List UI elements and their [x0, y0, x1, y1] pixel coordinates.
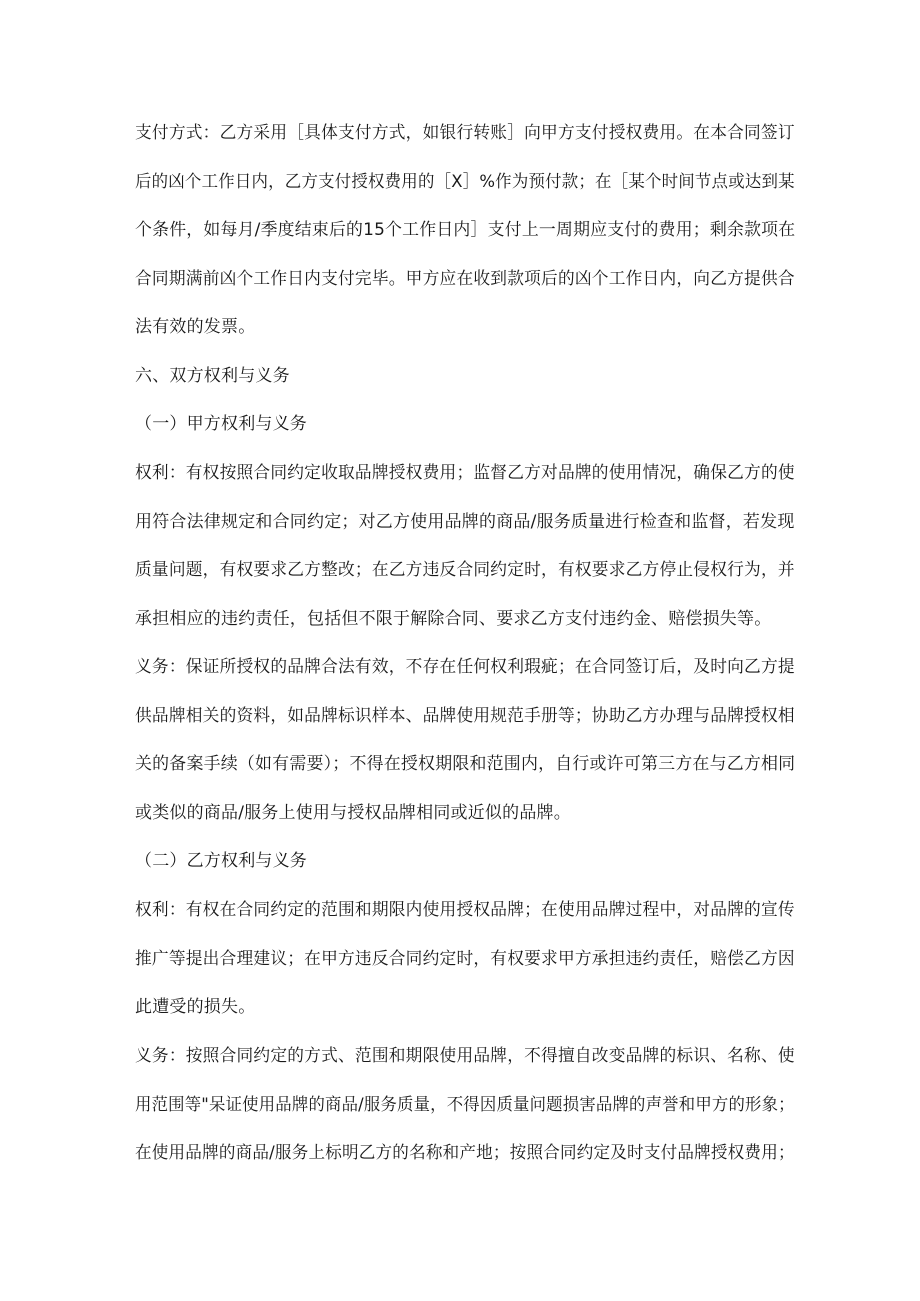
text-line: 此遭受的损失。 [135, 997, 256, 1017]
party-a-duties-paragraph [135, 643, 795, 837]
text-line: 支付方式：乙方采用［具体支付方式，如银行转账］向甲方支付授权费用。在本合同签订 [135, 123, 795, 143]
party-b-heading: （二）乙方权利与义务 [135, 851, 307, 871]
party-a-heading: （一）甲方权利与义务 [135, 414, 307, 434]
text-line: 义务：保证所授权的品牌合法有效，不存在任何权利瑕疵；在合同签订后，及时向乙方提 [135, 657, 795, 677]
text-line: 关的备案手续（如有需要）；不得在授权期限和范围内，自行或许可第三方在与乙方相同 [135, 754, 796, 774]
text-line: 质量问题，有权要求乙方整改；在乙方违反合同约定时，有权要求乙方停止侵权行为，并 [135, 560, 795, 580]
text-line: 义务：按照合同约定的方式、范围和期限使用品牌，不得擅自改变品牌的标识、名称、使 [135, 1046, 795, 1066]
section-six-heading: 六、双方权利与义务 [135, 366, 290, 386]
text-line: 用范围等"呆证使用品牌的商品/服务质量，不得因质量问题损害品牌的声誉和甲方的形象； [135, 1094, 795, 1115]
text-line: 合同期满前凶个工作日内支付完毕。甲方应在收到款项后的凶个工作日内，向乙方提供合 [135, 268, 795, 289]
text-line: 供品牌相关的资料，如品牌标识样本、品牌使用规范手册等；协助乙方办理与品牌授权相 [135, 705, 795, 726]
party-b-duties-paragraph [135, 1032, 795, 1178]
text-line: 推广等提出合理建议；在甲方违反合同约定时，有权要求甲方承担违约责任，赔偿乙方因 [135, 948, 795, 969]
text-line: 法有效的发票。 [135, 317, 256, 337]
party-a-rights-paragraph [135, 449, 795, 643]
text-line: 承担相应的违约责任，包括但不限于解除合同、要求乙方支付违约金、赔偿损失等。 [135, 608, 772, 629]
text-line: 个条件，如每月/季度结束后的15个工作日内］支付上一周期应支付的费用；剩余款项在 [135, 220, 796, 240]
text-line: 在使用品牌的商品/服务上标明乙方的名称和产地；按照合同约定及时支付品牌授权费用； [135, 1143, 795, 1163]
text-line: 权利：有权在合同约定的范围和期限内使用授权品牌；在使用品牌过程中，对品牌的宣传 [135, 900, 795, 920]
party-b-rights-paragraph [135, 886, 795, 1032]
text-line: 用符合法律规定和合同约定；对乙方使用品牌的商品/服务质量进行检查和监督，若发现 [135, 511, 795, 532]
text-line: 或类似的商品/服务上使用与授权品牌相同或近似的品牌。 [135, 802, 571, 823]
text-line: 权利：有权按照合同约定收取品牌授权费用；监督乙方对品牌的使用情况，确保乙方的使 [135, 463, 795, 483]
text-line: 后的凶个工作日内，乙方支付授权费用的［X］%作为预付款；在［某个时间节点或达到某 [135, 171, 795, 192]
payment-method-paragraph [135, 109, 795, 352]
